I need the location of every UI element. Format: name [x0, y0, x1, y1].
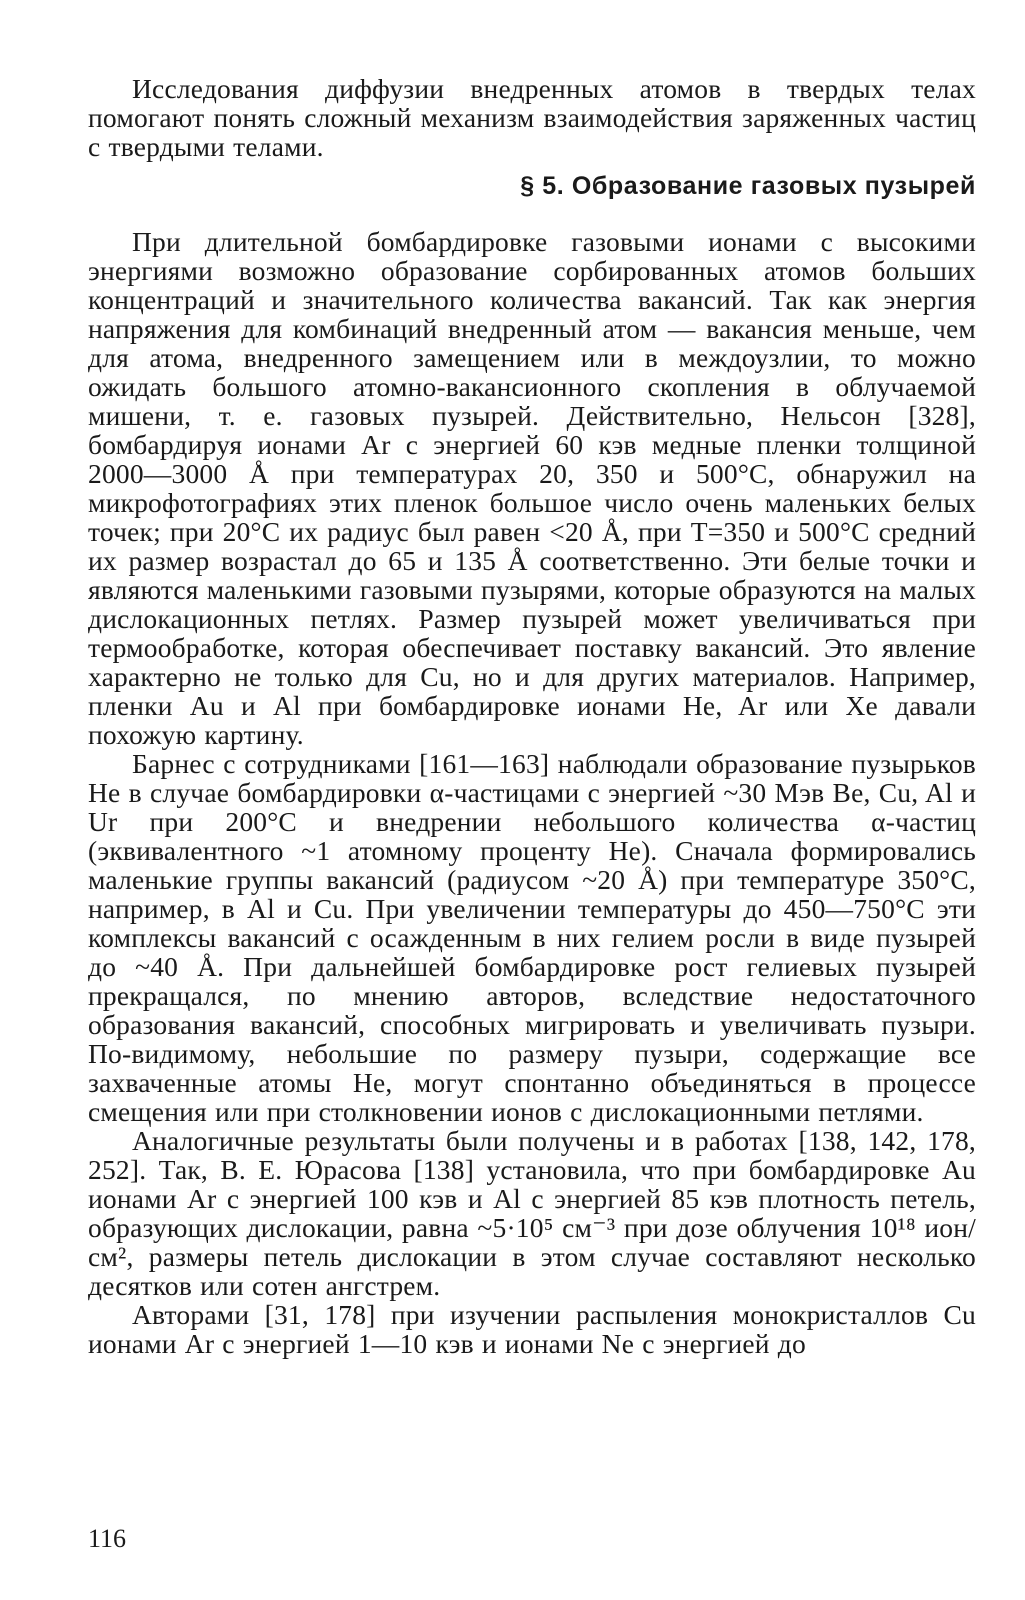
paragraph-similar-results: Аналогичные результаты были получены и в работах [138, 142, 178, 252]. Так, В. Е. Юрасова [138] установила, что при бомбардировке Au ионами Ar с энергией 100 кэв и Al с энергией 85 кэв плотность петель, образующих дислокации, равна ~5·10⁵ см⁻³ при дозе облучения 10¹⁸ ион/см², размеры петель дислокации в этом случае составляют несколько десятков или сотен ангстрем.	[88, 1125, 976, 1301]
paragraph-gas-bubbles: При длительной бомбардировке газовыми ионами с высокими энергиями возможно образование сорбированных атомов больших концентраций и значительного количества вакансий. Так как энергия напряжения для комбинаций внедренный атом — вакансия меньше, чем для атома, внедренного замещением или в междоузлии, то можно ожидать большого атомно-вакансионного скопления в облучаемой мишени, т. е. газовых пузырей. Действительно, Нельсон [328], бомбардируя ионами Ar с энергией 60 кэв медные пленки толщиной 2000—3000 Å при температурах 20, 350 и 500°C, обнаружил на микрофотографиях этих пленок большое число очень маленьких белых точек; при 20°C их радиус был равен <20 Å, при T=350 и 500°C средний их размер возрастал до 65 и 135 Å соответственно. Эти белые точки и являются маленькими газовыми пузырями, которые образуются на малых дислокационных петлях. Размер пузырей может увеличиваться при термообработке, которая обеспечивает поставку вакансий. Это явление характерно не только для Cu, но и для других материалов. Например, пленки Au и Al при бомбардировке ионами He, Ar или Xe давали похожую картину.	[88, 226, 976, 750]
page-body	[88, 74, 976, 1358]
paragraph-sputtering: Авторами [31, 178] при изучении распыления монокристаллов Cu ионами Ar с энергией 1—10 кэв и ионами Ne с энергией до	[88, 1299, 976, 1359]
paragraph-barnes: Барнес с сотрудниками [161—163] наблюдали образование пузырьков He в случае бомбардировки α-частицами с энергией ~30 Мэв Be, Cu, Al и Ur при 200°C и внедрении небольшого количества α-частиц (эквивалентного ~1 атомному проценту He). Сначала формировались маленькие группы вакансий (радиусом ~20 Å) при температуре 350°C, например, в Al и Cu. При увеличении температуры до 450—750°C эти комплексы вакансий с осажденным в них гелием росли в виде пузырей до ~40 Å. При дальнейшей бомбардировке рост гелиевых пузырей прекращался, по мнению авторов, вследствие недостаточного образования вакансий, способных мигрировать и увеличивать пузыри. По-видимому, небольшие по размеру пузыри, содержащие все захваченные атомы He, могут спонтанно объединяться в процессе смещения или при столкновении ионов с дислокационными петлями.	[88, 748, 976, 1127]
intro-paragraph: Исследования диффузии внедренных атомов в твердых телах помогают понять сложный механизм взаимодействия заряженных частиц с твердыми телами.	[88, 73, 976, 162]
page-number: 116	[88, 1524, 127, 1553]
section-heading: § 5. Образование газовых пузырей	[520, 172, 976, 200]
